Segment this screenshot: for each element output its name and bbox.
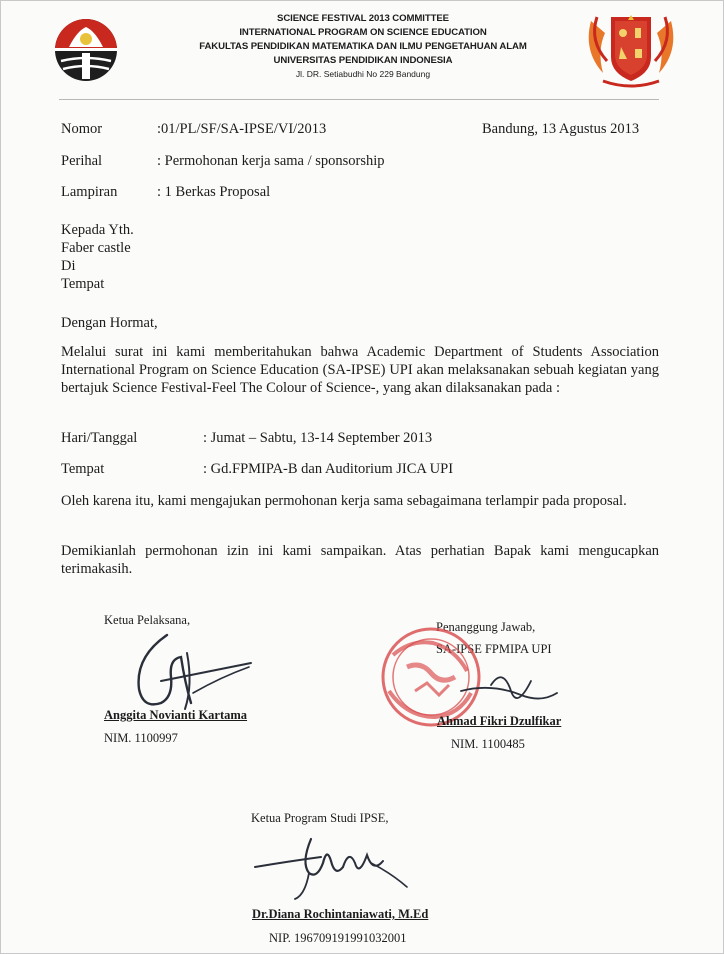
letterhead-address: Jl. DR. Setiabudhi No 229 Bandung <box>295 69 431 79</box>
lampiran-value: : 1 Berkas Proposal <box>157 184 271 200</box>
event-date-value: : Jumat – Sabtu, 13-14 September 2013 <box>203 430 433 446</box>
letterhead-line2: INTERNATIONAL PROGRAM ON SCIENCE EDUCATION <box>239 27 487 38</box>
sa-ipse-logo <box>583 11 679 89</box>
right-signatory-role: Penanggung Jawab, <box>436 620 536 634</box>
recipient-line4: Tempat <box>61 276 105 292</box>
bottom-signatory-name: Dr.Diana Rochintaniawati, M.Ed <box>252 907 429 921</box>
bottom-signatory-role: Ketua Program Studi IPSE, <box>251 811 389 825</box>
greeting: Dengan Hormat, <box>61 315 158 331</box>
right-signatory-nim: NIM. 1100485 <box>451 737 525 751</box>
left-signatory-name: Anggita Novianti Kartama <box>104 708 248 722</box>
event-place-value: : Gd.FPMIPA-B dan Auditorium JICA UPI <box>203 461 454 477</box>
right-signatory-name: Ahmad Fikri Dzulfikar <box>437 714 562 728</box>
letter-date: Bandung, 13 Agustus 2013 <box>482 121 640 137</box>
lampiran-label: Lampiran <box>61 184 118 200</box>
upi-logo <box>53 17 119 83</box>
body-paragraph-1: Melalui surat ini kami memberitahukan bahwa Academic Department of Students Association International Program on Science Education (SA-IPSE) UPI akan melaksanakan sebuah kegiatan yang bertajuk Science Festival-Feel The Colour of Science-, yang akan dilaksanakan pada : <box>61 344 659 396</box>
right-signatory-org: SA-IPSE FPMIPA UPI <box>436 642 552 656</box>
letterhead <box>151 12 575 81</box>
perihal-value: : Permohonan kerja sama / sponsorship <box>157 153 385 169</box>
left-signatory-role: Ketua Pelaksana, <box>104 613 191 627</box>
bottom-signatory-nip: NIP. 196709191991032001 <box>269 931 407 945</box>
event-date-label: Hari/Tanggal <box>61 430 138 446</box>
letterhead-line1: SCIENCE FESTIVAL 2013 COMMITTEE <box>277 13 449 24</box>
letterhead-divider <box>59 99 659 100</box>
body-paragraph-3: Demikianlah permohonan izin ini kami sampaikan. Atas perhatian Bapak kami mengucapkan terimakasih. <box>61 543 659 577</box>
nomor-label: Nomor <box>61 121 103 137</box>
nomor-value: :01/PL/SF/SA-IPSE/VI/2013 <box>157 121 327 137</box>
recipient-line2: Faber castle <box>61 240 131 256</box>
perihal-label: Perihal <box>61 153 103 169</box>
letterhead-line3: FAKULTAS PENDIDIKAN MATEMATIKA DAN ILMU PENGETAHUAN ALAM <box>199 41 527 52</box>
letterhead-line4: UNIVERSITAS PENDIDIKAN INDONESIA <box>273 55 453 66</box>
recipient-line1: Kepada Yth. <box>61 222 134 238</box>
recipient-line3: Di <box>61 258 76 274</box>
bottom-signature <box>251 833 421 905</box>
body-paragraph-2: Oleh karena itu, kami mengajukan permohonan kerja sama sebagaimana terlampir pada proposal. <box>61 493 627 509</box>
left-signatory-nim: NIM. 1100997 <box>104 731 178 745</box>
event-place-label: Tempat <box>61 461 105 477</box>
